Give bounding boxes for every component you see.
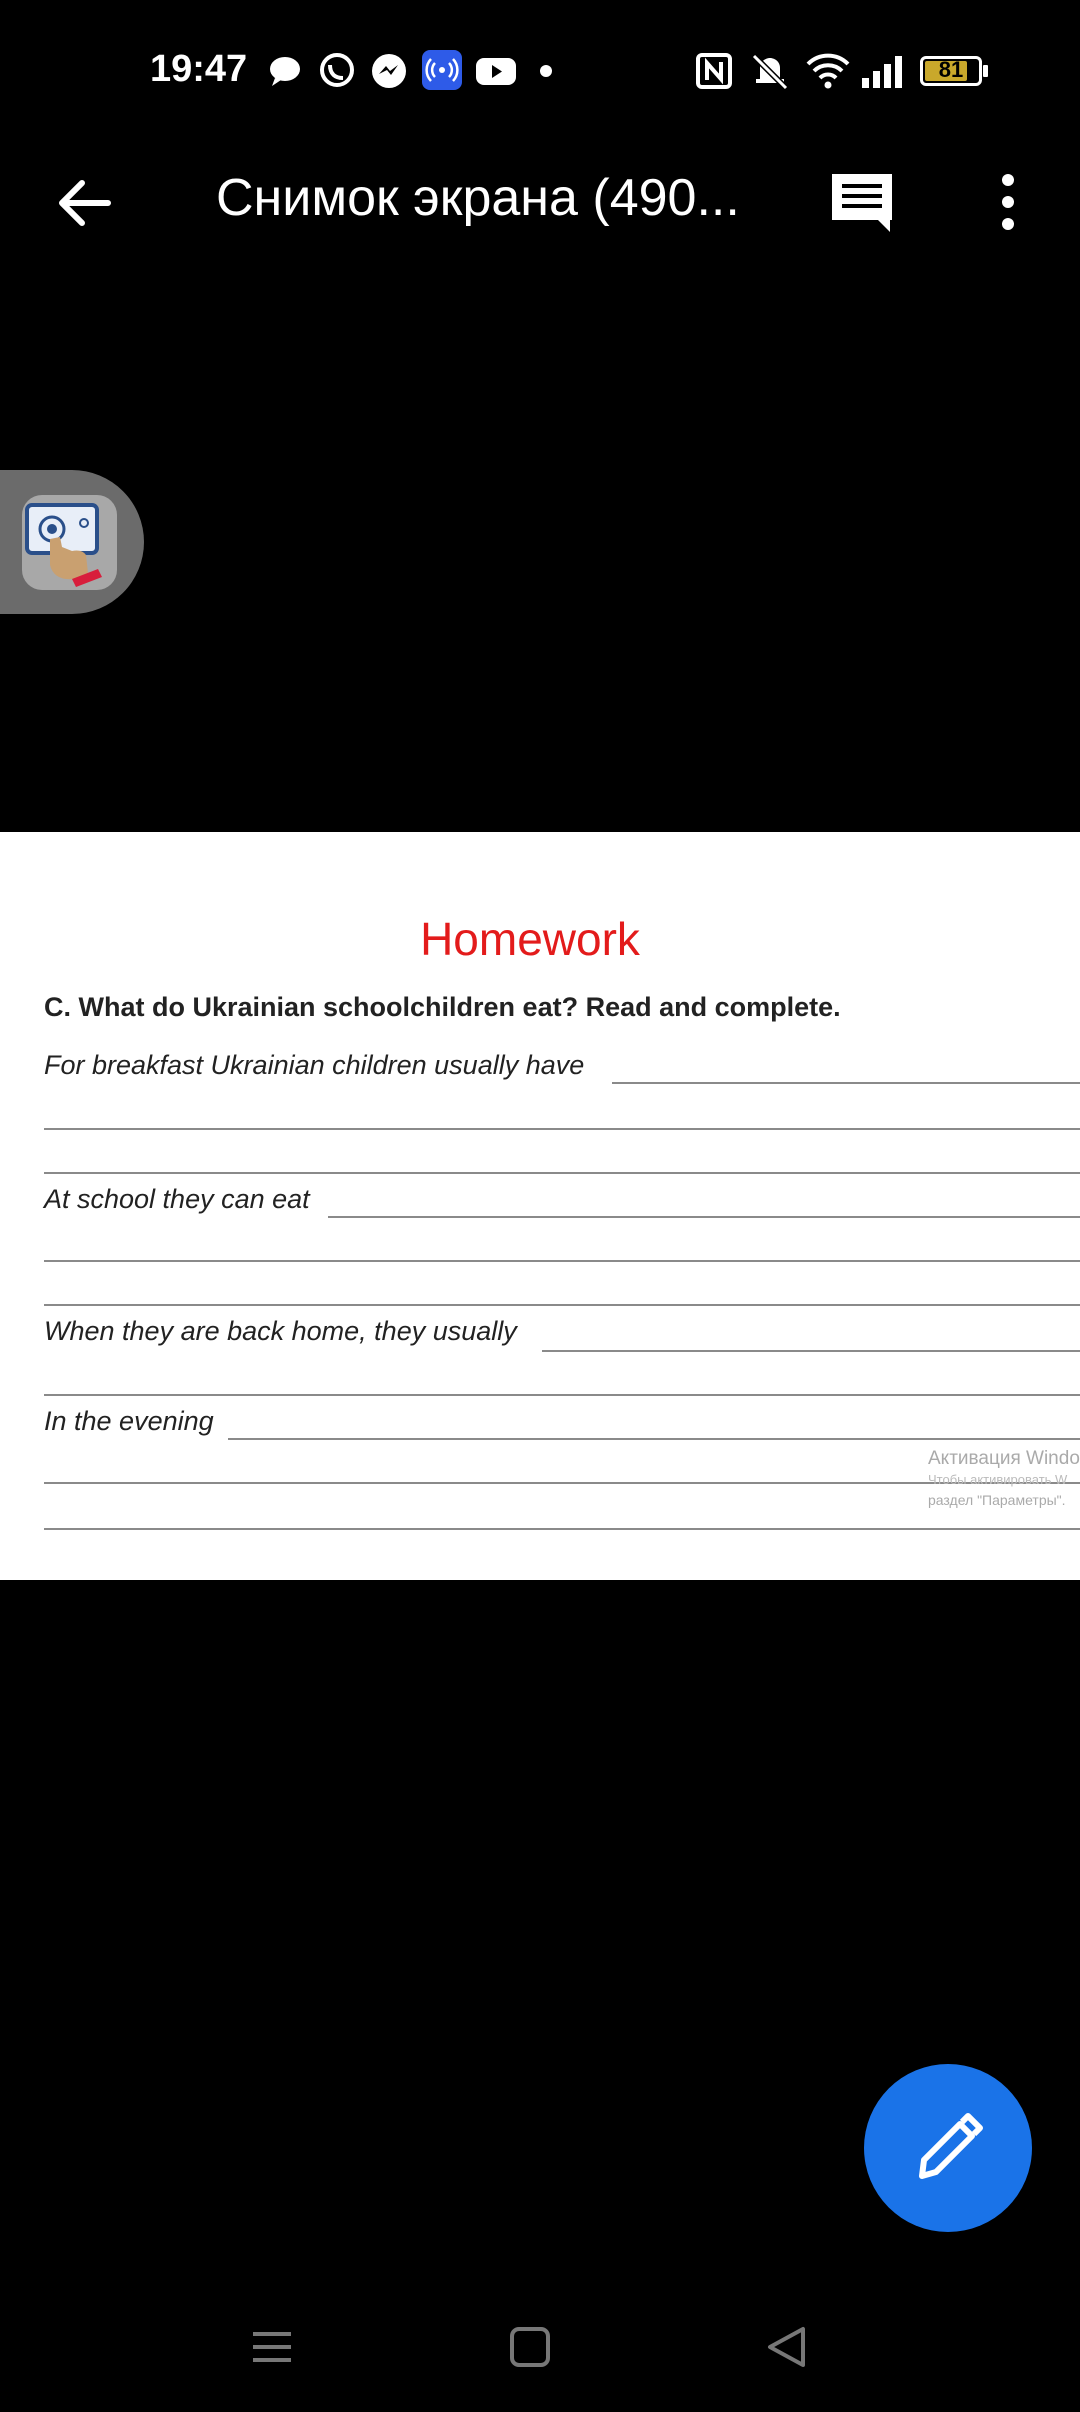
answer-line	[542, 1350, 1080, 1352]
page-title: Снимок экрана (490...	[216, 169, 740, 227]
answer-line	[44, 1394, 1080, 1396]
recent-apps-button[interactable]	[237, 2312, 307, 2382]
signal-icon	[860, 52, 906, 90]
answer-line	[44, 1304, 1080, 1306]
answer-line	[44, 1172, 1080, 1174]
answer-line	[612, 1082, 1080, 1084]
watermark-line3: раздел "Параметры".	[928, 1492, 1066, 1508]
answer-line	[328, 1216, 1080, 1218]
watermark-line2: Чтобы активировать W	[928, 1472, 1068, 1487]
screenshot-image	[0, 832, 1080, 1580]
comment-button[interactable]	[828, 168, 898, 238]
back-button[interactable]	[50, 168, 120, 238]
task-question: C. What do Ukrainian schoolchildren eat? Read and complete.	[44, 992, 841, 1022]
edit-fab-button[interactable]	[864, 2064, 1032, 2232]
pencil-icon	[864, 2064, 1032, 2232]
broadcast-icon	[422, 50, 462, 90]
battery-level: 81	[938, 57, 964, 82]
more-options-button[interactable]	[975, 168, 1045, 238]
viber-icon	[318, 52, 356, 90]
answer-line	[44, 1482, 1080, 1484]
youtube-icon	[474, 52, 518, 90]
battery-icon	[920, 56, 982, 86]
status-time: 19:47	[150, 48, 248, 90]
answer-line	[228, 1438, 1080, 1440]
homework-heading: Homework	[420, 913, 640, 965]
messenger-icon	[370, 52, 408, 90]
dot-icon	[536, 52, 574, 90]
answer-line	[44, 1528, 1080, 1530]
answer-line	[44, 1260, 1080, 1262]
status-bar	[0, 0, 1080, 140]
watermark-line1: Активация Windo	[928, 1448, 1080, 1469]
prompt-breakfast: For breakfast Ukrainian children usually have	[44, 1050, 585, 1080]
home-button[interactable]	[495, 2312, 565, 2382]
mute-icon	[746, 52, 794, 90]
battery-tip	[983, 65, 988, 77]
prompt-school: At school they can eat	[44, 1184, 310, 1214]
nfc-icon	[694, 52, 734, 90]
touch-assistant-icon[interactable]	[22, 495, 117, 590]
prompt-evening: In the evening	[44, 1406, 214, 1436]
prompt-back-home: When they are back home, they usually	[44, 1316, 517, 1346]
chat-bubble-icon	[266, 52, 304, 90]
wifi-icon	[806, 52, 850, 90]
answer-line	[44, 1128, 1080, 1130]
back-nav-button[interactable]	[752, 2312, 822, 2382]
